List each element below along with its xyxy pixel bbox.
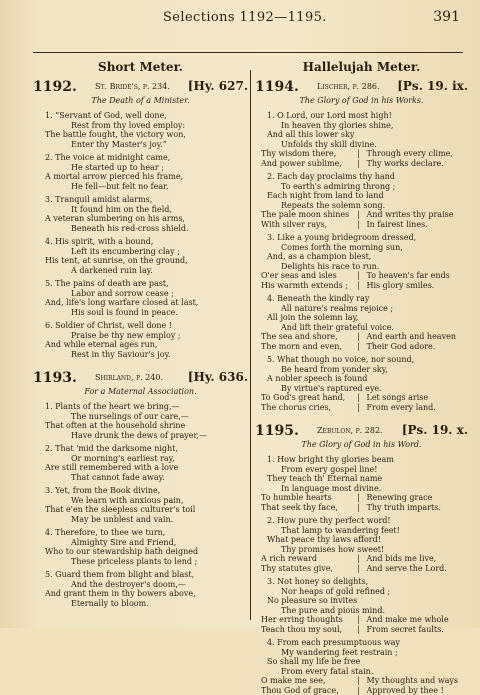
- verse-line: And all this lower sky: [255, 130, 468, 140]
- stanza: [33, 321, 248, 359]
- verse-line: The pure and pious mind.: [255, 606, 468, 616]
- split-verse-right: My thoughts and ways: [363, 676, 469, 686]
- verse-line: May be unblest and vain.: [33, 515, 248, 525]
- verse-line: To earth's admiring throng ;: [255, 182, 468, 192]
- split-verse-right: Their God adore.: [363, 342, 469, 352]
- hymn-subtitle: The Death of a Minister.: [33, 96, 248, 107]
- split-verse-left: Teach thou my soul,: [255, 625, 355, 635]
- split-bracket: |: [355, 159, 363, 169]
- hymn-header: [33, 80, 248, 96]
- verse-line: 4. His spirit, with a bound,: [33, 237, 248, 247]
- split-verse-left: The morn and even,: [255, 342, 355, 352]
- verse-line: 2. The voice at midnight came,: [33, 153, 248, 163]
- split-verse-left: Thy statutes give,: [255, 564, 355, 574]
- split-verse-row: [255, 342, 468, 352]
- stanza: [255, 577, 468, 634]
- verse-line: In heaven thy glories shine,: [255, 121, 468, 131]
- split-verse-row: [255, 503, 468, 513]
- verse-line: Rest in thy Saviour's joy.: [33, 350, 248, 360]
- stanza: [33, 528, 248, 566]
- split-verse-right: To heaven's far ends: [363, 271, 469, 281]
- verse-line: All join the solemn lay,: [255, 313, 468, 323]
- verse-line: The nurselings of our care,—: [33, 412, 248, 422]
- split-verse-right: Approved by thee !: [363, 686, 469, 695]
- verse-line: 6. Soldier of Christ, well done !: [33, 321, 248, 331]
- split-bracket: |: [355, 149, 363, 159]
- stanza: [33, 153, 248, 191]
- hymn-cross-reference: [Ps. 19. ix.: [397, 79, 468, 93]
- verse-line: 3. Like a young bridegroom dressed,: [255, 233, 468, 243]
- verse-line: So shall my life be free: [255, 657, 468, 667]
- hymn-number: 1195.: [255, 423, 299, 439]
- verse-line: 3. Not honey so delights,: [255, 577, 468, 587]
- verse-line: Have drunk the dews of prayer,—: [33, 431, 248, 441]
- stanza: [255, 455, 468, 512]
- verse-line: From every fatal stain.: [255, 667, 468, 677]
- hymn-subtitle: The Glory of God in his Works.: [255, 96, 468, 107]
- split-bracket: |: [355, 342, 363, 352]
- verse-line: And, as a champion blest,: [255, 252, 468, 262]
- split-bracket: |: [355, 271, 363, 281]
- split-verse-right: And make me whole: [363, 615, 469, 625]
- split-verse-right: In fairest lines.: [363, 220, 469, 230]
- split-verse-row: [255, 564, 468, 574]
- split-verse-right: And serve the Lord.: [363, 564, 469, 574]
- split-bracket: |: [355, 393, 363, 403]
- split-verse-right: His glory smiles.: [363, 281, 469, 291]
- verse-line: And lift their grateful voice.: [255, 323, 468, 333]
- verse-line: No pleasure so invites: [255, 596, 468, 606]
- stanza: [255, 355, 468, 412]
- split-verse-row: [255, 159, 468, 169]
- verse-line: 5. Guard them from blight and blast,: [33, 570, 248, 580]
- split-verse-left: The sea and shore,: [255, 332, 355, 342]
- meter-heading: Hallelujah Meter.: [255, 60, 468, 76]
- split-verse-right: Thy works declare.: [363, 159, 469, 169]
- split-verse-row: [255, 332, 468, 342]
- verse-line: That cannot fade away.: [33, 473, 248, 483]
- verse-line: Are still remembered with a love: [33, 463, 248, 473]
- verse-line: They teach th' Eternal name: [255, 474, 468, 484]
- split-verse-left: O'er seas and isles: [255, 271, 355, 281]
- split-verse-left: Her erring thoughts: [255, 615, 355, 625]
- verse-line: A veteran slumbering on his arms,: [33, 214, 248, 224]
- verse-line: Nor heaps of gold refined ;: [255, 587, 468, 597]
- verse-line: And the destroyer's doom,—: [33, 580, 248, 590]
- split-verse-left: His warmth extends ;: [255, 281, 355, 291]
- verse-line: The battle fought, the victory won,: [33, 130, 248, 140]
- verse-line: And, life's long warfare closed at last,: [33, 298, 248, 308]
- hymn-subtitle: For a Maternal Association.: [33, 387, 248, 398]
- split-bracket: |: [355, 676, 363, 686]
- verse-line: That lamp to wandering feet!: [255, 526, 468, 536]
- verse-line: 2. How pure thy perfect word!: [255, 516, 468, 526]
- verse-line: Eternally to bloom.: [33, 599, 248, 609]
- verse-line: 3. Yet, from the Book divine,: [33, 486, 248, 496]
- hymn-number: 1194.: [255, 79, 299, 95]
- verse-line: Unfolds thy skill divine.: [255, 140, 468, 150]
- split-verse-row: [255, 271, 468, 281]
- verse-line: 2. Each day proclaims thy hand: [255, 172, 468, 182]
- verse-line: His tent, at sunrise, on the ground,: [33, 256, 248, 266]
- split-verse-left: The pale moon shines: [255, 210, 355, 220]
- split-verse-row: [255, 625, 468, 635]
- header-rule: [33, 52, 463, 53]
- verse-line: 5. What though no voice, nor sound,: [255, 355, 468, 365]
- verse-line: We learn with anxious pain,: [33, 496, 248, 506]
- split-bracket: |: [355, 403, 363, 413]
- split-verse-right: Renewing grace: [363, 493, 469, 503]
- hymn-cross-reference: [Hy. 636.: [188, 370, 248, 384]
- page-number: 391: [433, 9, 460, 25]
- tune-reference: Zebulon, p. 282.: [317, 426, 383, 435]
- verse-line: 1. O Lord, our Lord most high!: [255, 111, 468, 121]
- split-bracket: |: [355, 210, 363, 220]
- verse-line: Or morning's earliest ray,: [33, 454, 248, 464]
- stanza: [33, 570, 248, 608]
- split-verse-left: The chorus cries,: [255, 403, 355, 413]
- stanza: [255, 111, 468, 168]
- split-verse-row: [255, 393, 468, 403]
- verse-line: And while eternal ages run,: [33, 340, 248, 350]
- verse-line: Left its encumbering clay ;: [33, 247, 248, 257]
- hymn-number: 1192.: [33, 79, 77, 95]
- verse-line: Enter thy Master's joy.”: [33, 140, 248, 150]
- split-verse-left: A rich reward: [255, 554, 355, 564]
- verse-line: His soul is found in peace.: [33, 308, 248, 318]
- split-verse-left: Thou God of grace,: [255, 686, 355, 695]
- verse-line: 1. “Servant of God, well done,: [33, 111, 248, 121]
- tune-reference: Shirland, p. 240.: [95, 373, 163, 382]
- split-verse-right: And writes thy praise: [363, 210, 469, 220]
- split-bracket: |: [355, 615, 363, 625]
- split-verse-row: [255, 686, 468, 695]
- split-bracket: |: [355, 503, 363, 513]
- split-bracket: |: [355, 493, 363, 503]
- verse-line: 2. That 'mid the darksome night,: [33, 444, 248, 454]
- split-verse-row: [255, 220, 468, 230]
- stanza: [33, 279, 248, 317]
- verse-line: 3. Tranquil amidst alarms,: [33, 195, 248, 205]
- verse-line: Praise be thy new employ ;: [33, 331, 248, 341]
- column-divider: [250, 70, 251, 620]
- split-verse-left: To God's great hand,: [255, 393, 355, 403]
- split-verse-right: From every land.: [363, 403, 469, 413]
- split-verse-row: [255, 281, 468, 291]
- verse-line: 5. The pains of death are past,: [33, 279, 248, 289]
- split-verse-right: Through every clime,: [363, 149, 469, 159]
- hymn-block: [33, 80, 248, 359]
- verse-line: A mortal arrow pierced his frame,: [33, 172, 248, 182]
- split-bracket: |: [355, 625, 363, 635]
- hymn-spacer: [33, 359, 248, 369]
- verse-line: Repeats the solemn song.: [255, 201, 468, 211]
- hymn-block: [255, 424, 468, 695]
- split-verse-left: And power sublime,: [255, 159, 355, 169]
- verse-line: Each night from land to land: [255, 191, 468, 201]
- verse-line: Who to our stewardship hath deigned: [33, 547, 248, 557]
- verse-line: My wandering feet restrain ;: [255, 648, 468, 658]
- stanza: [33, 486, 248, 524]
- split-bracket: |: [355, 332, 363, 342]
- stanza: [33, 402, 248, 440]
- right-column: [255, 60, 468, 695]
- verse-line: It found him on the field,: [33, 205, 248, 215]
- hymn-header: [255, 424, 468, 440]
- hymn-spacer: [255, 412, 468, 422]
- verse-line: Delights his race to run.: [255, 262, 468, 272]
- hymn-subtitle: The Glory of God in his Word.: [255, 440, 468, 451]
- split-verse-left: O make me see,: [255, 676, 355, 686]
- verse-line: He started up to hear ;: [33, 163, 248, 173]
- hymn-block: [33, 371, 248, 608]
- stanza: [255, 516, 468, 573]
- split-verse-right: And earth and heaven: [363, 332, 469, 342]
- verse-line: 1. Plants of the heart we bring,—: [33, 402, 248, 412]
- split-verse-row: [255, 676, 468, 686]
- verse-line: Labor and sorrow cease ;: [33, 289, 248, 299]
- verse-line: Almighty Sire and Friend,: [33, 538, 248, 548]
- verse-line: These priceless plants to lend ;: [33, 557, 248, 567]
- split-verse-row: [255, 149, 468, 159]
- verse-line: Comes forth the morning sun,: [255, 243, 468, 253]
- verse-line: What peace thy laws afford!: [255, 535, 468, 545]
- hymn-cross-reference: [Hy. 627.: [188, 79, 248, 93]
- split-verse-right: And bids me live,: [363, 554, 469, 564]
- verse-line: A nobler speech is found: [255, 374, 468, 384]
- split-bracket: |: [355, 281, 363, 291]
- stanza: [33, 237, 248, 275]
- stanza: [33, 195, 248, 233]
- split-bracket: |: [355, 554, 363, 564]
- hymn-block: [255, 80, 468, 412]
- stanza: [255, 233, 468, 290]
- verse-line: He fell—but felt no fear.: [33, 182, 248, 192]
- split-verse-row: [255, 403, 468, 413]
- split-verse-right: Let songs arise: [363, 393, 469, 403]
- verse-line: Be heard from yonder sky,: [255, 365, 468, 375]
- split-verse-row: [255, 554, 468, 564]
- hymn-number: 1193.: [33, 370, 77, 386]
- hymn-header: [255, 80, 468, 96]
- split-bracket: |: [355, 564, 363, 574]
- tune-reference: St. Bride's, p. 234.: [95, 82, 170, 91]
- split-verse-row: [255, 210, 468, 220]
- hymn-header: [33, 371, 248, 387]
- page-header: [0, 6, 480, 26]
- verse-line: 4. From each presumptuous way: [255, 638, 468, 648]
- split-bracket: |: [355, 686, 363, 695]
- split-verse-row: [255, 615, 468, 625]
- verse-line: That e'en the sleepless culturer's toil: [33, 505, 248, 515]
- hymn-cross-reference: [Ps. 19. x.: [402, 423, 468, 437]
- split-verse-right: Thy truth imparts.: [363, 503, 469, 513]
- verse-line: 4. Therefore, to thee we turn,: [33, 528, 248, 538]
- split-verse-right: From secret faults.: [363, 625, 469, 635]
- verse-line: 4. Beneath the kindly ray: [255, 294, 468, 304]
- verse-line: By virtue's raptured eye.: [255, 384, 468, 394]
- split-bracket: |: [355, 220, 363, 230]
- meter-heading: Short Meter.: [33, 60, 248, 76]
- split-verse-row: [255, 493, 468, 503]
- stanza: [33, 444, 248, 482]
- split-verse-left: That seek thy face,: [255, 503, 355, 513]
- verse-line: 1. How bright thy glories beam: [255, 455, 468, 465]
- split-verse-left: Thy wisdom there,: [255, 149, 355, 159]
- split-verse-left: With silver rays,: [255, 220, 355, 230]
- running-title: Selections 1192—1195.: [163, 10, 327, 25]
- verse-line: From every gospel line!: [255, 465, 468, 475]
- verse-line: And grant them in thy bowers above,: [33, 589, 248, 599]
- stanza: [255, 638, 468, 695]
- stanza: [255, 172, 468, 229]
- verse-line: Beneath his red-cross shield.: [33, 224, 248, 234]
- verse-line: In language most divine.: [255, 484, 468, 494]
- verse-line: A darkened ruin lay.: [33, 266, 248, 276]
- left-column: [33, 60, 248, 608]
- split-verse-left: To humble hearts: [255, 493, 355, 503]
- verse-line: Rest from thy loved employ:: [33, 121, 248, 131]
- stanza: [33, 111, 248, 149]
- verse-line: That often at the household shrine: [33, 421, 248, 431]
- verse-line: Thy promises how sweet!: [255, 545, 468, 555]
- stanza: [255, 294, 468, 351]
- verse-line: All nature's realms rejoice ;: [255, 304, 468, 314]
- tune-reference: Lischer, p. 286.: [317, 82, 380, 91]
